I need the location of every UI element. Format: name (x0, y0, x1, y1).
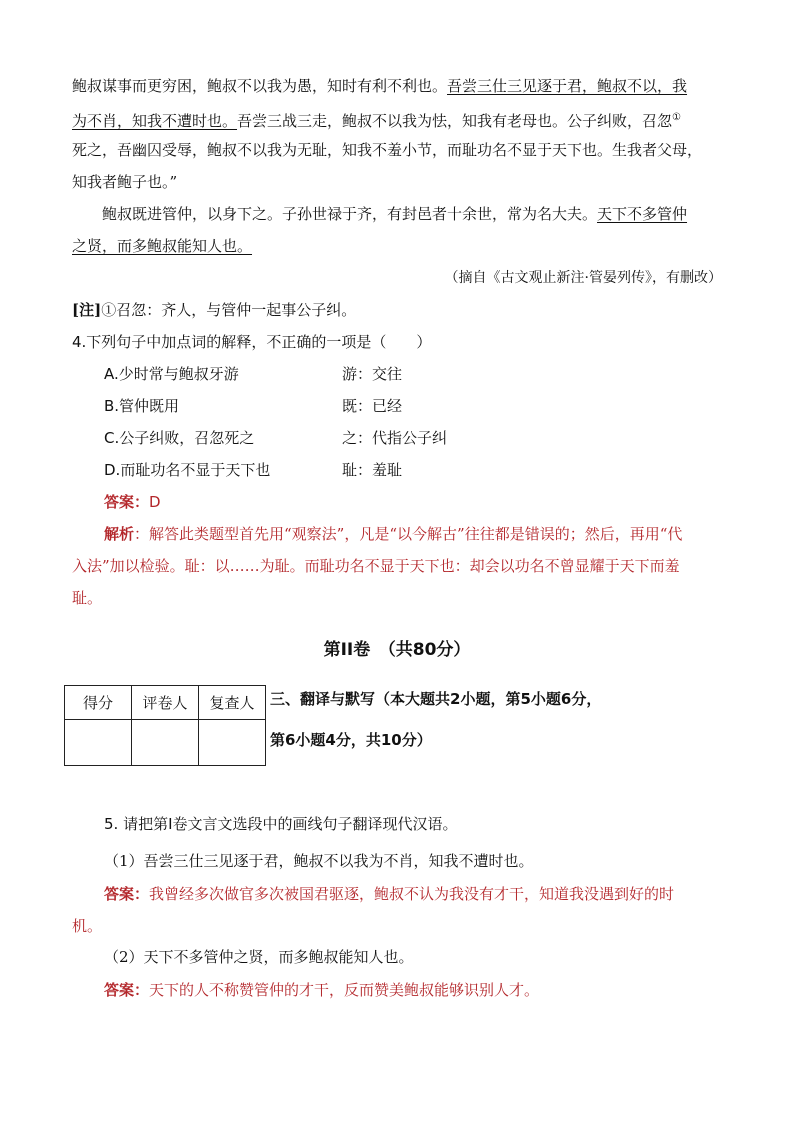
q5-answer-2 (104, 974, 724, 1006)
passage-line: 死之，吾幽囚受辱，鲍叔不以我为无耻，知我不羞小节，而耻功名不显于天下也。生我者父母， (72, 141, 703, 159)
q4-analysis-line (104, 518, 724, 550)
q4-analysis-line: 耻。 (72, 589, 103, 607)
passage-line (72, 70, 722, 102)
underlined-sentence: 为不肖，知我不遭时也。 (72, 112, 238, 130)
analysis-label: 解析 (104, 525, 135, 543)
q5-sentence-2: （2）天下不多管仲之贤，而多鲍叔能知人也。 (104, 948, 414, 966)
question-5-stem: 5. 请把第I卷文言文选段中的画线句子翻译现代汉语。 (104, 815, 458, 833)
section-2-title: 第II卷 （共80分） (323, 640, 471, 660)
section-heading: 三、翻译与默写（本大题共2小题，第5小题6分， (270, 690, 602, 708)
score-cell[interactable] (65, 720, 132, 766)
option-a: A.少时常与鲍叔牙游 (104, 365, 239, 383)
passage-line (72, 102, 722, 137)
grader-header: 评卷人 (132, 686, 199, 720)
footnote (72, 294, 722, 326)
note-marker: ① (672, 112, 681, 123)
answer-text: 我曾经多次做官多次被国君驱逐，鲍叔不认为我没有才干，知道我没遇到好的时 (149, 885, 675, 903)
q5-answer-1-cont: 机。 (72, 917, 103, 935)
underlined-sentence: 吾尝三仕三见逐于君，鲍叔不以，我 (447, 77, 688, 95)
underlined-sentence: 之贤，而多鲍叔能知人也。 (72, 237, 253, 255)
option-d: D.而耻功名不显于天下也 (104, 461, 271, 479)
q5-sentence-1: （1）吾尝三仕三见逐于君，鲍叔不以我为不肖，知我不遭时也。 (104, 852, 534, 870)
option-c: C.公子纠败，召忽死之 (104, 429, 255, 447)
passage-text: 鲍叔既进管仲，以身下之。子孙世禄于齐，有封邑者十余世，常为名大夫。 (102, 205, 598, 223)
passage-text: 吾尝三战三走，鲍叔不以我为怯，知我有老母也。公子纠败，召忽 (237, 112, 673, 130)
source-citation: （摘自《古文观止新注·管晏列传》，有删改） (444, 270, 722, 286)
passage-text: 鲍叔谋事而更穷困，鲍叔不以我为愚，知时有利不利也。 (72, 77, 448, 95)
score-table (64, 685, 266, 766)
note-text: ①召忽：齐人，与管仲一起事公子纠。 (101, 301, 357, 319)
option-b: B.管仲既用 (104, 397, 180, 415)
option-c-explanation: 之：代指公子纠 (342, 429, 448, 447)
section-heading: 第6小题4分，共10分） (270, 731, 432, 749)
score-header: 得分 (65, 686, 132, 720)
passage-line (72, 198, 722, 230)
answer-label: 答案： (104, 981, 150, 999)
reviewer-header: 复查人 (199, 686, 266, 720)
answer-value: D (149, 493, 161, 511)
analysis-text: ：解答此类题型首先用“观察法”，凡是“以今解古”往往都是错误的；然后，再用“代 (134, 525, 683, 543)
note-label: [注] (72, 301, 102, 319)
answer-label: 答案： (104, 493, 150, 511)
underlined-sentence: 天下不多管仲 (597, 205, 688, 223)
answer-label: 答案： (104, 885, 150, 903)
passage-line: 知我者鲍子也。” (72, 173, 178, 191)
passage-line (72, 230, 722, 262)
q4-answer (104, 486, 754, 518)
question-4-stem: 4.下列句子中加点词的解释，不正确的一项是（ ） (72, 333, 432, 351)
option-a-explanation: 游：交往 (342, 365, 403, 383)
grader-cell[interactable] (132, 720, 199, 766)
option-d-explanation: 耻：羞耻 (342, 461, 403, 479)
q4-analysis-line: 入法”加以检验。耻：以……为耻。而耻功名不显于天下也：却会以功名不曾显耀于天下而羞 (72, 557, 680, 575)
q5-answer-1 (104, 878, 724, 910)
reviewer-cell[interactable] (199, 720, 266, 766)
answer-text: 天下的人不称赞管仲的才干，反而赞美鲍叔能够识别人才。 (149, 981, 540, 999)
option-b-explanation: 既：已经 (342, 397, 403, 415)
